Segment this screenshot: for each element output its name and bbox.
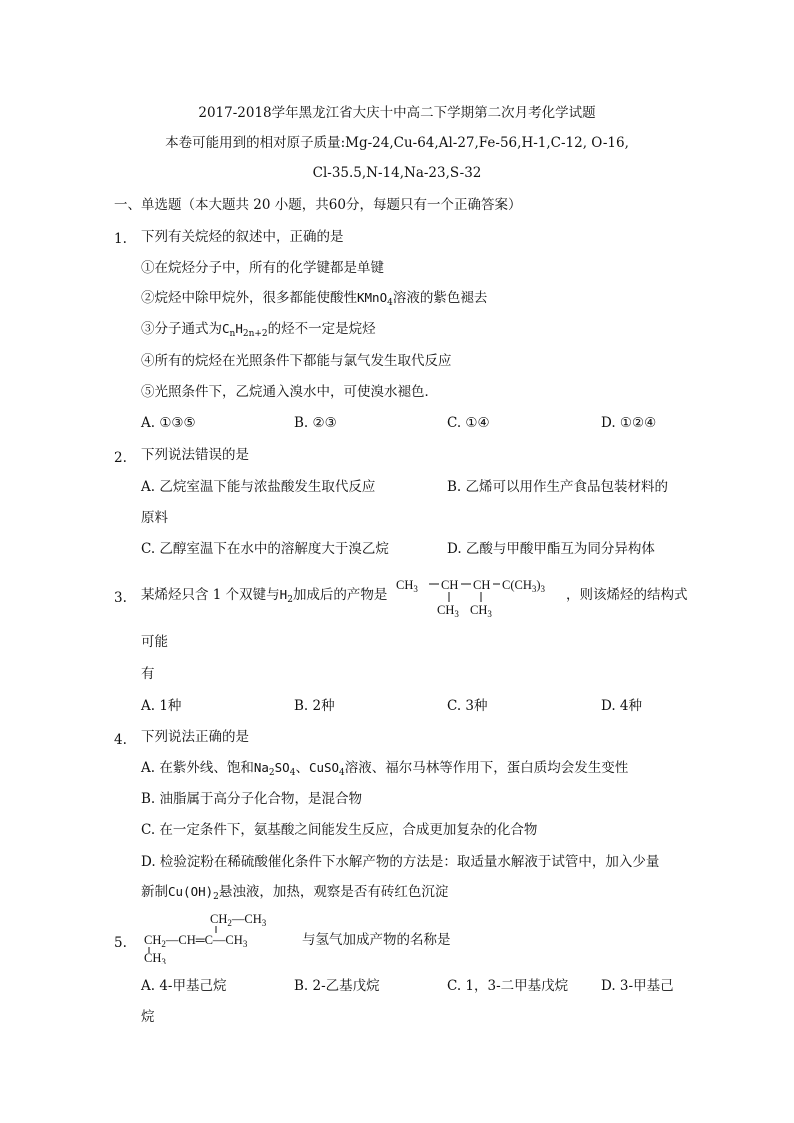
q4-option-b[interactable]: B. 油脂属于高分子化合物，是混合物 xyxy=(141,791,363,807)
q1-number: 1. xyxy=(114,231,127,247)
q4-stem: 下列说法正确的是 xyxy=(141,729,249,745)
q5-option-d-wrap: 烷 xyxy=(141,1009,155,1025)
q2-option-b-wrap: 原料 xyxy=(141,510,168,526)
q1-option-c[interactable]: C. ①④ xyxy=(447,415,490,431)
q1-statement-4: ④所有的烷烃在光照条件下都能与氯气发生取代反应 xyxy=(141,353,452,369)
exam-title: 2017-2018学年黑龙江省大庆十中高二下学期第二次月考化学试题 xyxy=(198,105,596,121)
q3-option-c[interactable]: C. 3种 xyxy=(447,698,488,714)
q5-option-b[interactable]: B. 2-乙基戊烷 xyxy=(294,978,380,994)
q2-number: 2. xyxy=(114,450,127,466)
q3-option-d[interactable]: D. 4种 xyxy=(601,698,643,714)
q5-main-chain: $CH_2—CH═C—CH_3$ xyxy=(144,933,248,949)
q4-option-d[interactable]: D. 检验淀粉在稀硫酸催化条件下水解产物的方法是：取适量水解液于试管中，加入少量 xyxy=(141,854,660,870)
q1-option-a[interactable]: A. ①③⑤ xyxy=(141,415,196,431)
q3-ch3-left: $CH_3$ xyxy=(396,578,418,594)
q3-c-tert: $C(CH_3)_3$ xyxy=(502,578,546,594)
q2-stem: 下列说法错误的是 xyxy=(141,447,249,463)
section-heading: 一、单选题（本大题共 20 小题，共60分，每题只有一个正确答案） xyxy=(114,197,522,213)
atomic-masses-line1: 本卷可能用到的相对原子质量:Mg-24,Cu-64,Al-27,Fe-56,H-1,C-12, O-16, xyxy=(165,135,629,151)
q1-statement-5: ⑤光照条件下，乙烷通入溴水中，可使溴水褪色． xyxy=(141,384,438,400)
q5-option-d[interactable]: D. 3-甲基己 xyxy=(601,978,674,994)
q5-alkene-structure xyxy=(144,906,294,964)
q2-option-d[interactable]: D. 乙酸与甲酸甲酯互为同分异构体 xyxy=(447,541,655,557)
q3-stem-end: ，则该烯烃的结构式 xyxy=(566,587,688,603)
q5-top-group: $CH_2—CH_3$ xyxy=(210,912,267,928)
q2-option-b[interactable]: B. 乙烯可以用作生产食品包装材料的 xyxy=(447,479,669,495)
q5-option-a[interactable]: A. 4-甲基己烷 xyxy=(141,978,227,994)
q1-statement-2: ②烷烃中除甲烷外，很多都能使酸性KMnO$_4$溶液的紫色褪去 xyxy=(141,290,488,308)
q3-product-structure xyxy=(394,572,564,620)
q5-bottom-group: $CH_3$ xyxy=(144,951,166,964)
q5-option-c[interactable]: C. 1，3-二甲基戊烷 xyxy=(447,978,569,994)
q3-ch3-branch-1: $CH_3$ xyxy=(437,603,459,619)
q5-stem: 与氢气加成产物的名称是 xyxy=(302,932,451,948)
q1-statement-3: ③分子通式为$C_nH_{2n+2}$的烃不一定是烷烃 xyxy=(141,321,376,339)
q4-option-c[interactable]: C. 在一定条件下，氨基酸之间能发生反应，合成更加复杂的化合物 xyxy=(141,822,538,838)
q3-line3: 有 xyxy=(141,666,155,682)
q1-stem: 下列有关烷烃的叙述中，正确的是 xyxy=(141,229,344,245)
q3-ch3-branch-2: $CH_3$ xyxy=(470,603,492,619)
q1-option-b[interactable]: B. ②③ xyxy=(294,415,337,431)
q3-number: 3. xyxy=(114,590,127,606)
q4-option-d-wrap: 新制$Cu(OH)_2$悬浊液，加热，观察是否有砖红色沉淀 xyxy=(141,884,449,902)
q3-ch-1: CH xyxy=(441,578,459,592)
q2-option-c[interactable]: C. 乙醇室温下在水中的溶解度大于溴乙烷 xyxy=(141,541,389,557)
q2-option-a[interactable]: A. 乙烷室温下能与浓盐酸发生取代反应 xyxy=(141,479,376,495)
q1-statement-1: ①在烷烃分子中，所有的化学键都是单键 xyxy=(141,260,384,276)
q3-option-a[interactable]: A. 1种 xyxy=(141,698,182,714)
q3-line2: 可能 xyxy=(141,634,168,650)
q4-number: 4. xyxy=(114,732,127,748)
atomic-masses-line2: Cl-35.5,N-14,Na-23,S-32 xyxy=(312,165,482,181)
q4-option-a[interactable]: A. 在紫外线、饱和$Na_2SO_4$、CuSO$_4$溶液、福尔马林等作用下，蛋白质均会发生变性 xyxy=(141,760,629,778)
q3-option-b[interactable]: B. 2种 xyxy=(294,698,335,714)
q5-number: 5. xyxy=(114,935,127,951)
q3-stem: 某烯烃只含 1 个双键与$H_2$加成后的产物是 xyxy=(141,587,388,605)
q1-option-d[interactable]: D. ①②④ xyxy=(601,415,657,431)
q3-ch-2: CH xyxy=(473,578,491,592)
